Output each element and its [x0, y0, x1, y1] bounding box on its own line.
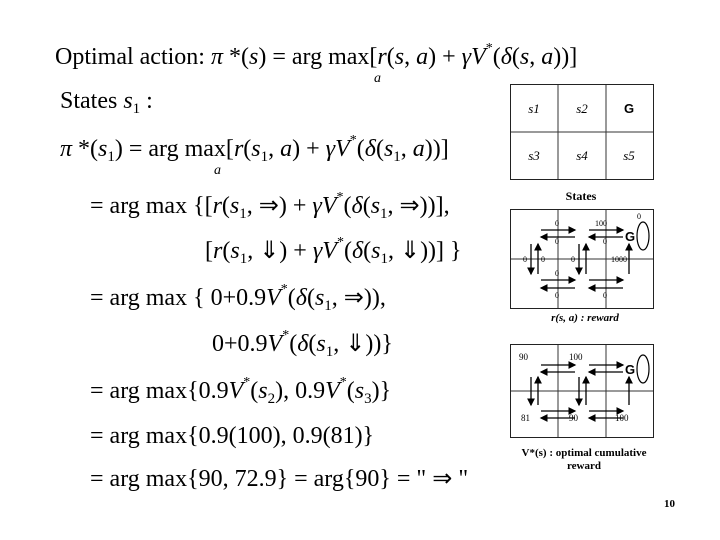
states-s1-line: States $s_1$ : — [60, 88, 153, 117]
argmax-subscript-a: a — [374, 71, 381, 86]
argmax-line-5: = arg $\max\{0.9V^*(s_2)$, $0.9V^*(s_3)$} — [90, 375, 392, 407]
value-v5: 100 — [615, 413, 629, 423]
value-caption-line1: V*(s) : optimal cumulative — [521, 447, 647, 459]
reward-label: 0 — [541, 255, 545, 264]
reward-label: 0 — [603, 237, 607, 246]
argmax-line-1: = arg $\max \{[r(s_1$, ⇒) + $\gamma V^*(\delta(s_1$, ⇒))], — [90, 190, 450, 222]
reward-label: 0 — [555, 219, 559, 228]
value-goal-label: G — [625, 362, 636, 377]
reward-label: 0 — [555, 269, 559, 278]
value-grid-svg — [511, 345, 653, 437]
goal-self-loop — [637, 355, 649, 383]
reward-label: 0 — [555, 291, 559, 300]
value-v2: 100 — [569, 352, 583, 362]
argmax-line-7: = arg max{90, 72.9} = arg{90} = " ⇒ " — [90, 466, 469, 492]
argmax-line-6: = arg max{0.9(100), 0.9(81)} — [90, 423, 375, 449]
value-grid — [510, 344, 654, 438]
page-number: 10 — [664, 498, 675, 510]
cell-s5: s5 — [623, 148, 635, 163]
reward-label: 100 — [611, 255, 623, 264]
reward-label: 0 — [603, 291, 607, 300]
reward-label: 0 — [637, 212, 641, 221]
cell-s3: s3 — [528, 148, 540, 163]
argmax-line-2: [$r(s_1$, ⇓) + $\gamma V^*(\delta(s_1$, ⇓))] } — [205, 235, 462, 267]
reward-grid — [510, 209, 654, 309]
argmax-subscript-a-2: a — [214, 163, 221, 178]
reward-goal-label: G — [625, 229, 636, 244]
reward-label: 0 — [623, 255, 627, 264]
states-grid — [510, 84, 654, 180]
optimal-action-line: Optimal action: π *(s) = arg max[r(s, a) + γV*(δ(s, a))] — [55, 41, 578, 70]
states-caption: States — [565, 189, 597, 203]
cell-s4: s4 — [576, 148, 588, 163]
cell-s2: s2 — [576, 101, 588, 116]
reward-label: 0 — [523, 255, 527, 264]
reward-label: 0 — [571, 255, 575, 264]
value-caption-line2: reward — [566, 460, 601, 472]
reward-caption: r(s, a) : reward — [551, 312, 619, 324]
reward-label: 100 — [595, 219, 607, 228]
cell-goal: G — [623, 101, 635, 116]
reward-label: 0 — [555, 237, 559, 246]
goal-self-loop — [637, 222, 649, 250]
pi-s1-line: π $*(s_1)$ = arg $\max[r(s_1$, $a) + \gamma V^*(\delta(s_1$, a))] — [60, 133, 449, 165]
value-v3: 81 — [521, 413, 530, 423]
states-grid-svg — [511, 85, 653, 179]
value-v1: 90 — [519, 352, 528, 362]
reward-grid-svg — [511, 210, 653, 308]
value-v4: 90 — [569, 413, 578, 423]
argmax-line-4: $0+0.9V^*(\delta(s_1$, ⇓))} — [212, 328, 393, 360]
argmax-line-3: = arg max { $0+0.9V^*(\delta(s_1$, ⇒)), — [90, 282, 386, 314]
cell-s1: s1 — [528, 101, 540, 116]
